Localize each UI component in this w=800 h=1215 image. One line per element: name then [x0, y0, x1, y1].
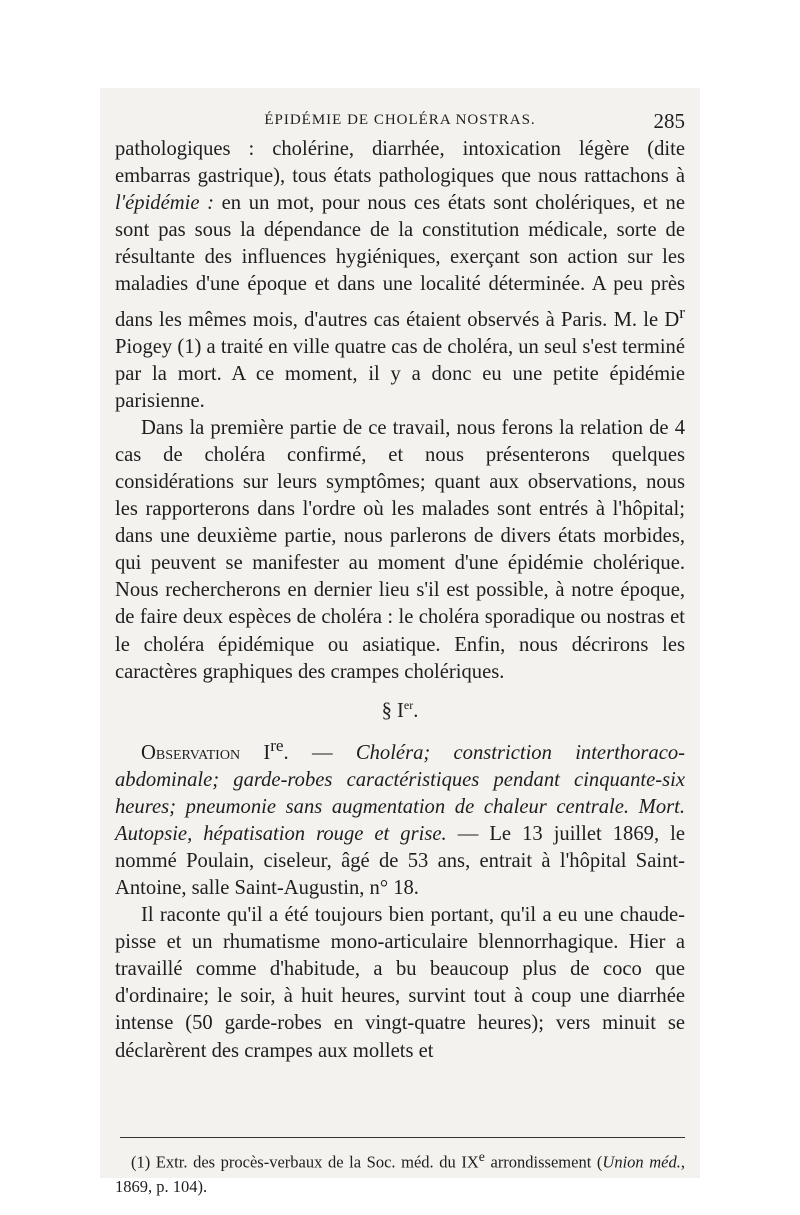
- section-superscript: er: [403, 697, 414, 712]
- paragraph-1-text-b: en un mot, pour nous ces états sont cholériques, et ne sont pas sous la dépendance de la constitution médicale, sorte de résultante des influences hygiéniques, exerçant son action sur les maladies d'une époque et dans une localité déterminée. A peu près dans les mêmes mois, d'autres cas étaient observés à Paris. M. le D: [115, 192, 685, 331]
- observation-dash: . —: [283, 741, 356, 764]
- paragraph-1: [115, 136, 685, 415]
- paragraph-1-emphasis: l'épidémie :: [115, 192, 214, 215]
- observation-paragraph-2: Il raconte qu'il a été toujours bien portant, qu'il a eu une chaude-pisse et un rhumatisme mono-articulaire blennorrhagique. Hier a travaillé comme d'habitude, a bu beaucoup plus de coco que d'ordinaire; le soir, à huit heures, survint tout à coup une diarrhée intense (50 garde-robes en vingt-quatre heures); vers minuit se déclarèrent des crampes aux mollets et: [115, 904, 685, 1062]
- paragraph-1-text-c: Piogey (1) a traité en ville quatre cas de choléra, un seul s'est terminé par la mort. A ce moment, il y a donc eu une petite épidémie parisienne.: [115, 335, 685, 412]
- observation-label-superscript: re: [270, 735, 284, 755]
- observation-paragraph: [115, 732, 685, 902]
- footnote-journal: Union méd.: [602, 1152, 681, 1172]
- footnote-text-a: (1) Extr. des procès-verbaux de la Soc. méd. du IX: [131, 1152, 479, 1172]
- footnote-line: [115, 1145, 685, 1199]
- footnote-superscript: e: [478, 1149, 485, 1164]
- footnote-text-b: arrondissement (: [484, 1152, 603, 1172]
- section-heading: [115, 692, 685, 725]
- page-number: 285: [653, 109, 685, 133]
- paragraph-2: Dans la première partie de ce travail, nous ferons la relation de 4 cas de choléra confirmé, et nous présenterons quelques considérations sur leurs symptômes; quant aux observations, nous les rapporterons dans l'ordre où les malades sont entrés à l'hôpital; dans une deuxième partie, nous parlerons de divers états morbides, qui peuvent se manifester au moment d'une épidémie cholérique. Nous rechercherons en dernier lieu s'il est possible, à notre époque, de faire deux espèces de choléra : le choléra sporadique ou nostras et le choléra épidémique ou asiatique. Enfin, nous décrirons les caractères graphiques des crampes cholériques.: [115, 416, 685, 683]
- observation-label: Observation I: [141, 741, 271, 764]
- page-header: [115, 109, 685, 136]
- doctor-superscript: r: [679, 302, 685, 322]
- footnote: [115, 1145, 685, 1199]
- body-text: [115, 136, 685, 1065]
- observation-title: Choléra; constriction interthoraco-abdominale; garde-robes caractéristiques pendant cinquante-six heures; pneumonie sans augmentation de chaleur centrale. Mort. Autopsie, hépatisation rouge et grise.: [115, 741, 686, 845]
- running-title: ÉPIDÉMIE DE CHOLÉRA NOSTRAS.: [264, 112, 536, 128]
- section-dot: .: [413, 699, 419, 722]
- section-mark: § I: [381, 699, 404, 722]
- observation-text: — Le 13 juillet 1869, le nommé Poulain, ciseleur, âgé de 53 ans, entrait à l'hôpital Saint-Antoine, salle Saint-Augustin, n° 18.: [115, 822, 685, 900]
- footnote-text-c: , 1869, p. 104).: [115, 1152, 685, 1196]
- footnote-rule: [120, 1137, 685, 1138]
- paragraph-1-text-a: pathologiques : cholérine, diarrhée, intoxication légère (dite embarras gastrique), tous états pathologiques que nous rattachons à: [115, 138, 685, 188]
